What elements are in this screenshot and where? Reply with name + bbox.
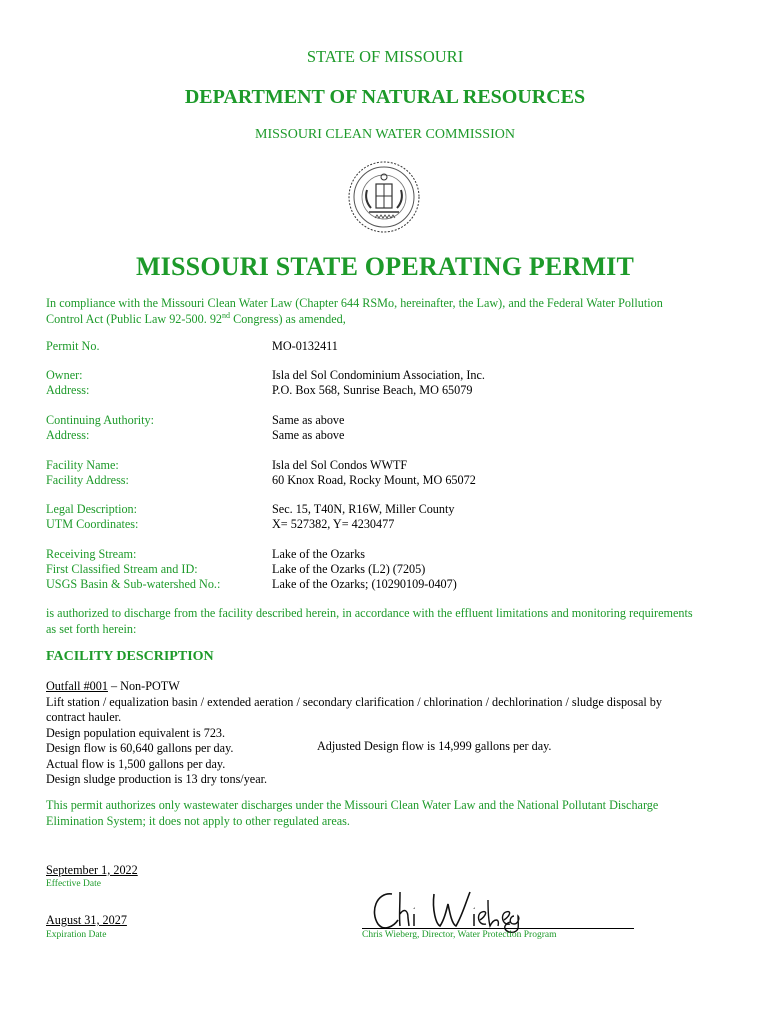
state-heading: STATE OF MISSOURI: [306, 47, 464, 66]
owner-label: Owner:: [46, 368, 83, 382]
authorization-line-2: as set forth herein:: [46, 621, 137, 636]
process-line-1: Lift station / equalization basin / extended aeration / secondary clarification / chlorination / dechlorination / sludge disposal by: [46, 694, 662, 709]
facility-name-label: Facility Name:: [46, 458, 119, 472]
owner-address-label: Address:: [46, 383, 90, 397]
sludge-production: Design sludge production is 13 dry tons/year.: [46, 772, 268, 786]
adjusted-design-flow: Adjusted Design flow is 14,999 gallons per day.: [317, 739, 552, 753]
department-heading: DEPARTMENT OF NATURAL RESOURCES: [184, 86, 586, 108]
authorization-paragraph: [46, 606, 736, 637]
legal-description-value: Sec. 15, T40N, R16W, Miller County: [272, 502, 455, 516]
effective-date: September 1, 2022: [46, 863, 138, 877]
classified-stream-label: First Classified Stream and ID:: [46, 562, 198, 576]
effective-date-label: Effective Date: [46, 879, 101, 889]
intro-sup: nd: [222, 310, 231, 320]
signature-text: Chris Wieberg: [366, 884, 372, 885]
design-population: Design population equivalent is 723.: [46, 725, 226, 740]
intro-line-1: In compliance with the Missouri Clean Water Law (Chapter 644 RSMo, hereinafter, the Law), and the Federal Water Pollution: [46, 296, 663, 310]
commission-heading: MISSOURI CLEAN WATER COMMISSION: [255, 127, 515, 142]
expiration-date: August 31, 2027: [46, 913, 127, 927]
intro-line-2b: Congress) as amended,: [230, 311, 346, 326]
signature-line: [362, 928, 634, 929]
permit-no-value: MO-0132411: [272, 339, 338, 353]
utm-value: X= 527382, Y= 4230477: [272, 517, 395, 531]
facility-name-value: Isla del Sol Condos WWTF: [272, 458, 408, 472]
permit-no-label: Permit No.: [46, 339, 100, 353]
actual-flow: Actual flow is 1,500 gallons per day.: [46, 756, 226, 771]
facility-description-heading: FACILITY DESCRIPTION: [46, 649, 214, 664]
scope-paragraph: [46, 798, 736, 829]
outfall-label: Outfall #001: [46, 679, 108, 693]
facility-address-label: Facility Address:: [46, 473, 129, 487]
owner-value: Isla del Sol Condominium Association, Inc.: [272, 368, 485, 382]
continuing-authority-value: Same as above: [272, 413, 345, 427]
continuing-address-label: Address:: [46, 428, 90, 442]
owner-address-value: P.O. Box 568, Sunrise Beach, MO 65079: [272, 383, 473, 397]
state-seal-icon: [347, 160, 421, 234]
usgs-basin-label: USGS Basin & Sub-watershed No.:: [46, 577, 221, 591]
continuing-address-value: Same as above: [272, 428, 345, 442]
intro-line-2a: Control Act (Public Law 92-500. 92: [46, 311, 223, 326]
process-line-2: contract hauler.: [46, 710, 122, 724]
expiration-date-label: Expiration Date: [46, 930, 107, 940]
facility-address-value: 60 Knox Road, Rocky Mount, MO 65072: [272, 473, 476, 487]
receiving-stream-label: Receiving Stream:: [46, 547, 137, 561]
receiving-stream-value: Lake of the Ozarks: [272, 547, 366, 561]
outfall-type: – Non-POTW: [107, 679, 180, 693]
authorization-line-1: is authorized to discharge from the facility described herein, in accordance with the effluent limitations and monitoring requirements: [46, 606, 693, 620]
scope-line-1: This permit authorizes only wastewater discharges under the Missouri Clean Water Law and the National Pollutant Discharge: [46, 798, 659, 812]
intro-paragraph: [46, 296, 736, 327]
legal-description-label: Legal Description:: [46, 502, 138, 516]
permit-title: MISSOURI STATE OPERATING PERMIT: [135, 252, 635, 281]
facility-description-body: [46, 679, 736, 788]
continuing-authority-label: Continuing Authority:: [46, 413, 155, 427]
classified-stream-value: Lake of the Ozarks (L2) (7205): [272, 562, 426, 576]
design-flow: Design flow is 60,640 gallons per day.: [46, 741, 234, 755]
utm-label: UTM Coordinates:: [46, 517, 139, 531]
signer-name: Chris Wieberg, Director, Water Protection Program: [362, 930, 557, 940]
scope-line-2: Elimination System; it does not apply to other regulated areas.: [46, 813, 350, 828]
usgs-basin-value: Lake of the Ozarks; (10290109-0407): [272, 577, 457, 591]
